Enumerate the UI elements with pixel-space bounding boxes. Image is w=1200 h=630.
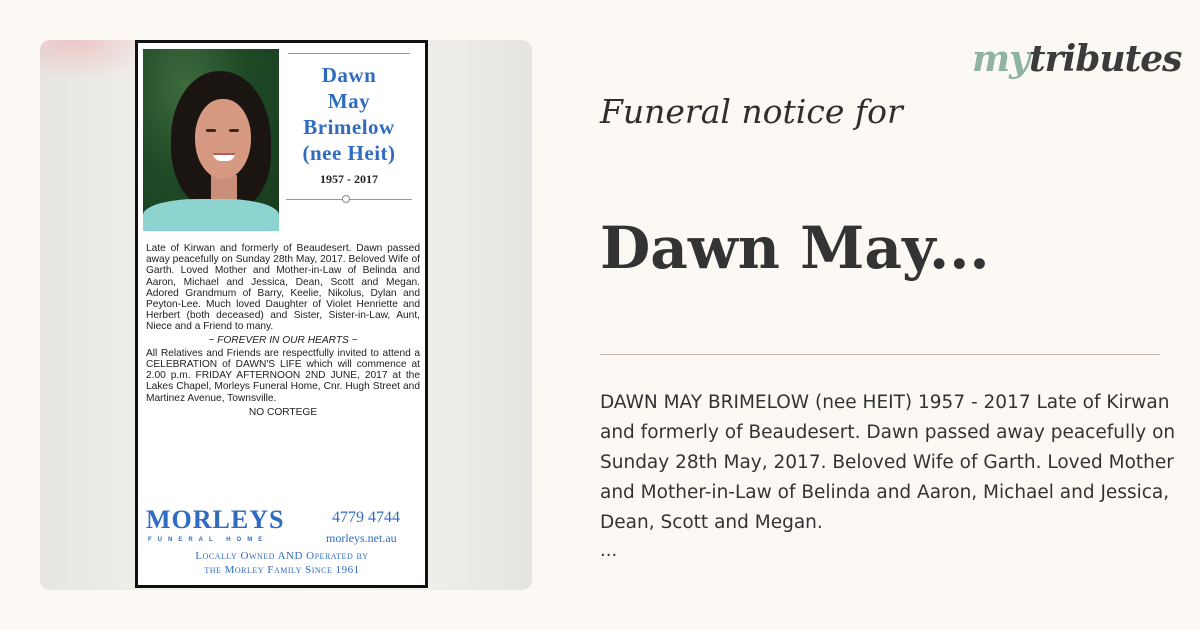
morleys-logo: MORLEYS bbox=[146, 505, 285, 534]
local-line-1: Locally Owned AND Operated by bbox=[195, 550, 369, 562]
notice-name-line: Dawn bbox=[321, 63, 377, 87]
funeral-notice-clipping bbox=[135, 40, 428, 588]
excerpt-ellipsis: ... bbox=[600, 540, 618, 561]
notice-phone: 4779 4744 bbox=[332, 509, 400, 526]
notice-name-block bbox=[286, 53, 412, 205]
notice-years: 1957 - 2017 bbox=[320, 172, 378, 186]
notice-cortege: NO CORTEGE bbox=[248, 406, 318, 418]
notice-website: morleys.net.au bbox=[326, 531, 397, 545]
mytributes-logo bbox=[972, 38, 1181, 80]
page-title: Dawn May... bbox=[600, 214, 990, 282]
notice-image-card bbox=[40, 40, 532, 590]
notice-body bbox=[146, 243, 420, 418]
page-subtitle: Funeral notice for bbox=[600, 92, 903, 131]
ornament-divider bbox=[286, 193, 412, 205]
portrait-photo bbox=[143, 49, 279, 231]
divider bbox=[600, 354, 1160, 355]
notice-hearts-line: ~ FOREVER IN OUR HEARTS ~ bbox=[208, 334, 358, 346]
notice-paragraph: All Relatives and Friends are respectfully invited to attend a CELEBRATION of DAWN'S LIFE which will commence at 2.00 p.m. FRIDAY AFTERNOON 2ND JUNE, 2017 at the Lakes Chapel, Morleys Funeral Home, Cnr. Hugh Street and Martinez Avenue, Townsville. bbox=[146, 347, 420, 404]
notice-excerpt: DAWN MAY BRIMELOW (nee HEIT) 1957 - 2017 Late of Kirwan and formerly of Beaudesert. Dawn passed away peacefully on Sunday 28th May, 2017. Beloved Wife of Garth. Loved Mother and Mother-in-Law of Belinda and Aaron, Michael and Jessica, Dean, Scott and Megan. bbox=[600, 392, 1176, 533]
local-line-2: the Morley Family Since 1961 bbox=[204, 564, 360, 576]
notice-paragraph: Late of Kirwan and formerly of Beaudesert. Dawn passed away peacefully on Sunday 28th May, 2017. Beloved Wife of Garth. Loved Mother and Mother-in-Law of Belinda and Aaron, Michael and Jessica, Dean, Scott and Megan. Adored Grandmum of Barry, Keelie, Nikolus, Dylan and Peyton-Lee. Much loved Daughter of Violet Henriette and Herbert (both deceased) and Sister, Sister-in-Law, Aunt, Niece and a Friend to many. bbox=[146, 243, 420, 333]
funeral-home-subtitle: FUNERAL HOME bbox=[148, 537, 269, 543]
notice-local-line bbox=[144, 549, 420, 577]
notice-name-line: (nee Heit) bbox=[302, 141, 396, 165]
logo-tributes: tributes bbox=[1029, 38, 1182, 80]
logo-my: my bbox=[972, 38, 1030, 80]
notice-name-line: Brimelow bbox=[303, 115, 395, 139]
notice-name-line: May bbox=[327, 89, 371, 113]
